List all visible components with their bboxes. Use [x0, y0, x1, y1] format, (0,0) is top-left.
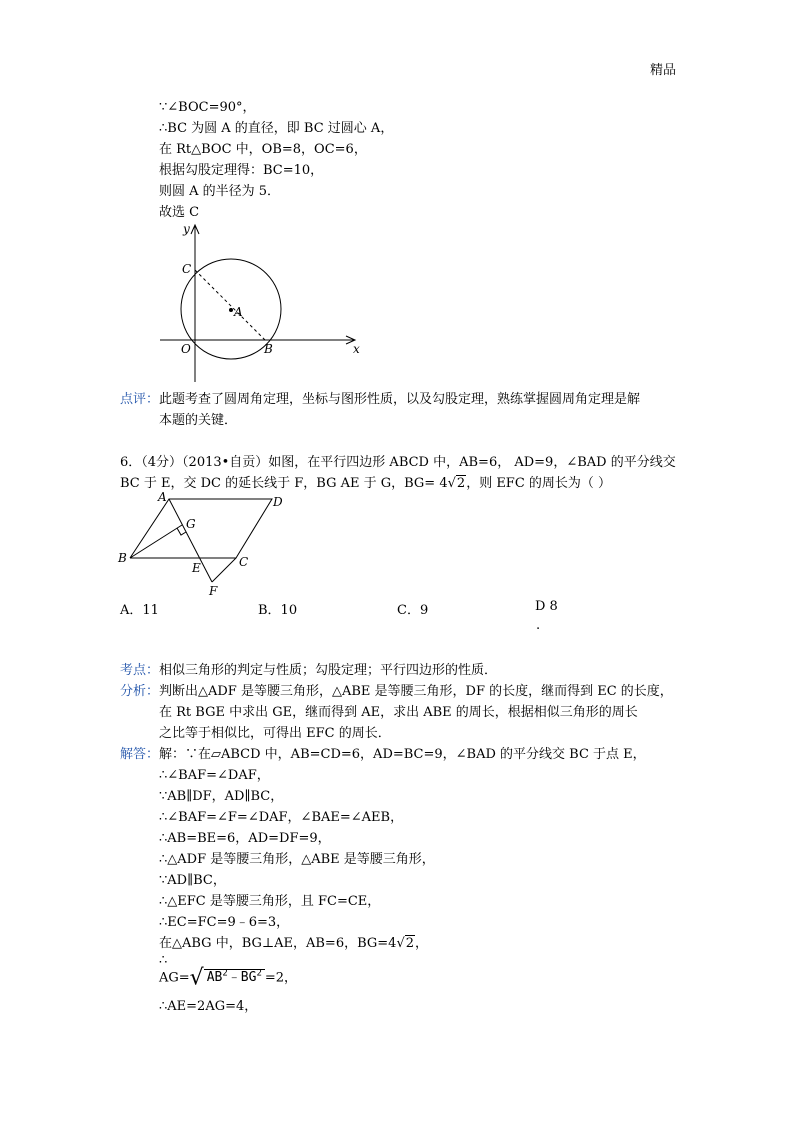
point-o-label: O [181, 342, 191, 356]
x-axis-label: x [353, 342, 360, 356]
fenxi-label: 分析： [120, 684, 160, 699]
kaodian-label: 考点： [120, 663, 160, 678]
parallelogram-figure [112, 490, 292, 598]
question-text: 6．（4分）（2013•自贡）如图，在平行四边形 ABCD 中，AB=6， AD=9，∠BAD 的平分线交 [120, 455, 676, 470]
therefore-symbol: ∴ [159, 953, 168, 968]
jieda-line: ∴AE=2AG=4， [159, 999, 258, 1014]
big-sqrt-radicand [204, 969, 265, 985]
sqrt-symbol: √2 [447, 476, 466, 491]
circle-axes-figure [150, 222, 370, 387]
solution-line: ∴BC 为圆 A 的直径，即 BC 过圆心 A， [159, 121, 394, 136]
jieda-line: ∴AB=BE=6，AD=DF=9， [159, 831, 331, 846]
jieda-line: ∴∠BAF=∠DAF， [159, 768, 270, 783]
option-b: B．10 [258, 603, 298, 618]
big-sqrt-symbol: √ [189, 965, 204, 991]
jieda-text: AG= [159, 970, 190, 986]
question-text-part: ，则 EFC 的周长为（ ） [466, 476, 612, 491]
point-e-label: E [192, 561, 201, 575]
point-b-label: B [118, 551, 127, 565]
point-b-label: B [264, 342, 273, 356]
comment-label: 点评： [120, 392, 160, 407]
jieda-line: ∴△EFC 是等腰三角形，且 FC=CE， [159, 894, 381, 909]
solution-line: 故选 C [159, 205, 200, 220]
solution-line: ∵∠BOC=90°， [159, 100, 256, 115]
jieda-line: 在△ABG 中，BG⊥AE，AB=6，BG=4√2， [159, 936, 429, 951]
solution-line: 则圆 A 的半径为 5． [159, 184, 281, 199]
header-brand: 精品 [650, 63, 677, 78]
jieda-text: =2， [264, 970, 298, 986]
jieda-line: ∴△ADF 是等腰三角形，△ABE 是等腰三角形， [159, 852, 435, 867]
fenxi-text: 判断出△ADF 是等腰三角形，△ABE 是等腰三角形，DF 的长度，继而得到 EC 的长度， [159, 684, 673, 699]
kaodian-text: 相似三角形的判定与性质；勾股定理；平行四边形的性质． [159, 663, 498, 678]
sqrt-symbol: √2 [396, 936, 415, 951]
point-a-label: A [158, 490, 167, 504]
point-d-label: D [273, 495, 283, 509]
jieda-line: ∵AB∥DF，AD∥BC， [159, 789, 284, 804]
solution-line: 根据勾股定理得：BC=10， [159, 163, 324, 178]
radicand-ab: AB [206, 970, 223, 986]
jieda-line-ag [159, 964, 298, 991]
jieda-text: 在△ABG 中，BG⊥AE，AB=6，BG=4 [159, 936, 397, 951]
point-g-label: G [186, 517, 196, 531]
jieda-label: 解答： [120, 747, 160, 762]
jieda-line: ∴∠BAF=∠F=∠DAF，∠BAE=∠AEB， [159, 810, 404, 825]
comment-text: 本题的关键． [159, 413, 238, 428]
point-f-label: F [209, 584, 218, 598]
point-c-label: C [239, 555, 249, 569]
comment-text: 此题考查了圆周角定理，坐标与图形性质，以及勾股定理，熟练掌握圆周角定理是解 [159, 392, 641, 407]
option-c: C．9 [397, 603, 429, 618]
point-c-label: C [182, 262, 192, 276]
point-a-label: A [234, 305, 243, 319]
sqrt-radicand: 2 [405, 936, 415, 951]
sqrt-radicand: 2 [456, 476, 466, 491]
radicand-bg: ﹣BG [227, 970, 257, 986]
exponent: 2 [222, 969, 228, 979]
exponent: 2 [256, 969, 262, 979]
jieda-line: ∴EC=FC=9﹣6=3， [159, 915, 290, 930]
option-d: D 8 [535, 599, 558, 614]
question-text-part: BC 于 E，交 DC 的延长线于 F，BG AE 于 G，BG= 4 [120, 476, 448, 491]
option-d-dot: . [536, 618, 541, 633]
y-axis-label: y [183, 222, 190, 236]
fenxi-text: 之比等于相似比，可得出 EFC 的周长． [159, 726, 391, 741]
option-a: A．11 [120, 603, 159, 618]
solution-line: 在 Rt△BOC 中，OB=8，OC=6， [159, 142, 367, 157]
jieda-line: 解：∵在▱ABCD 中，AB=CD=6，AD=BC=9，∠BAD 的平分线交 BC 于点 E， [159, 747, 646, 762]
jieda-line: ∵AD∥BC， [159, 873, 226, 888]
fenxi-text: 在 Rt BGE 中求出 GE，继而得到 AE，求出 ABE 的周长，根据相似三角形的周长 [159, 705, 638, 720]
